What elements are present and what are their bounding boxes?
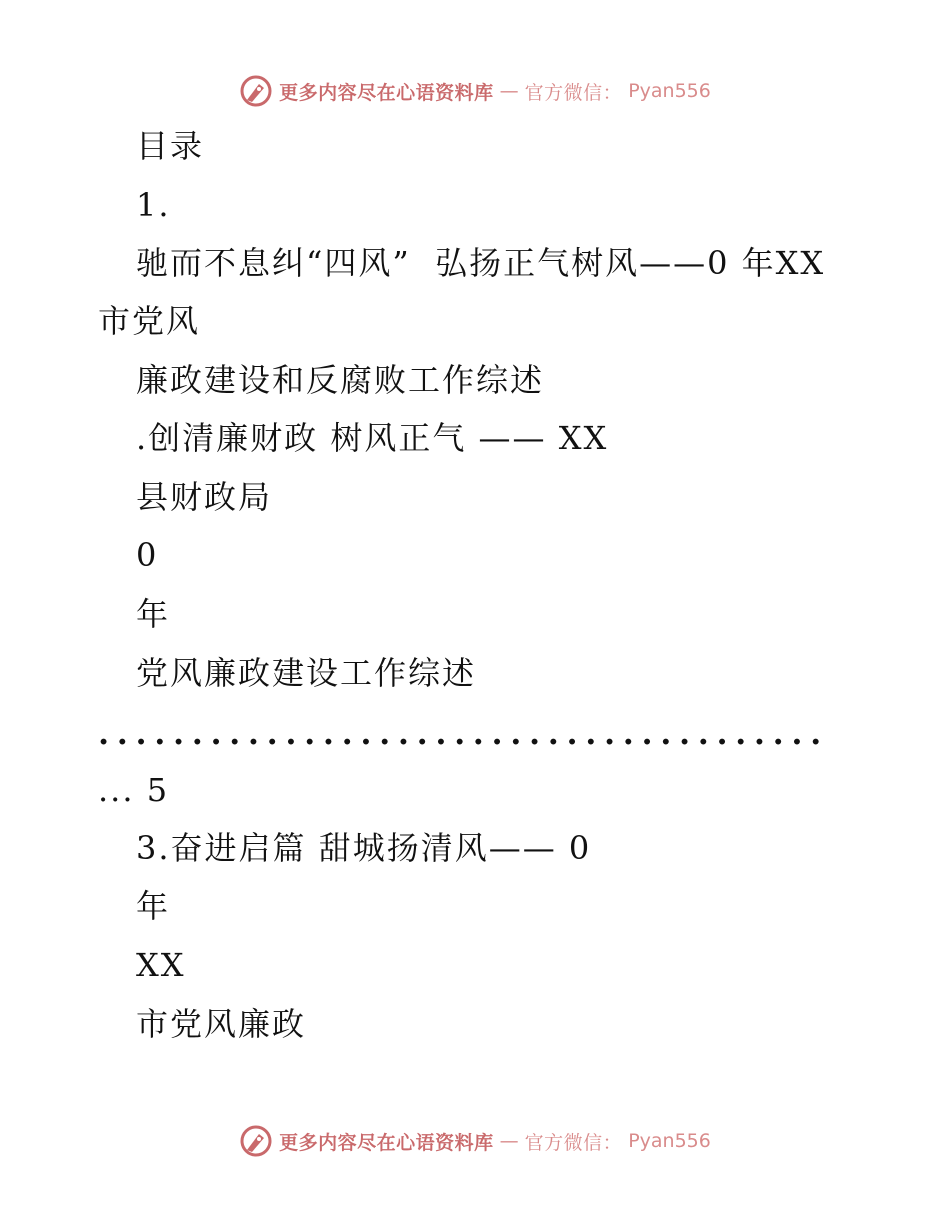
- pen-nib-logo-icon: [239, 74, 273, 108]
- toc-page-number: ... 5: [98, 771, 170, 809]
- toc-line: 1.: [136, 186, 171, 224]
- watermark-footer: [0, 1121, 950, 1161]
- toc-line: .创清廉财政 树风正气 —— XX: [136, 419, 609, 457]
- toc-line: 驰而不息纠“四风” 弘扬正气树风——0 年XX: [136, 244, 826, 282]
- watermark-dash: —: [499, 1130, 519, 1152]
- pen-nib-logo-icon: [239, 1124, 273, 1158]
- watermark-header: [0, 71, 950, 111]
- toc-line: 县财政局: [136, 478, 273, 516]
- toc-line: 3.奋进启篇 甜城扬清风—— 0: [136, 829, 592, 867]
- watermark-brand-text: 更多内容尽在心语资料库: [279, 1131, 494, 1154]
- watermark-dash: —: [499, 80, 519, 102]
- toc-line: XX: [136, 946, 186, 984]
- toc-line: 廉政建设和反腐败工作综述: [136, 361, 545, 399]
- watermark-brand-text: 更多内容尽在心语资料库: [279, 81, 494, 104]
- toc-line: 市党风: [98, 302, 201, 340]
- toc-line: 党风廉政建设工作综述: [136, 654, 477, 692]
- watermark-official-label: 官方微信：: [524, 81, 623, 104]
- toc-line: 年: [136, 887, 171, 925]
- watermark-wechat-id: Pyan556: [628, 1130, 711, 1152]
- toc-heading: 目录: [136, 127, 205, 165]
- toc-leader-dots: .......................................: [98, 714, 829, 752]
- toc-line: 年: [136, 595, 171, 633]
- watermark-official-label: 官方微信：: [524, 1131, 623, 1154]
- watermark-wechat-id: Pyan556: [628, 80, 711, 102]
- toc-line: 0: [136, 536, 159, 574]
- toc-line: 市党风廉政: [136, 1005, 307, 1043]
